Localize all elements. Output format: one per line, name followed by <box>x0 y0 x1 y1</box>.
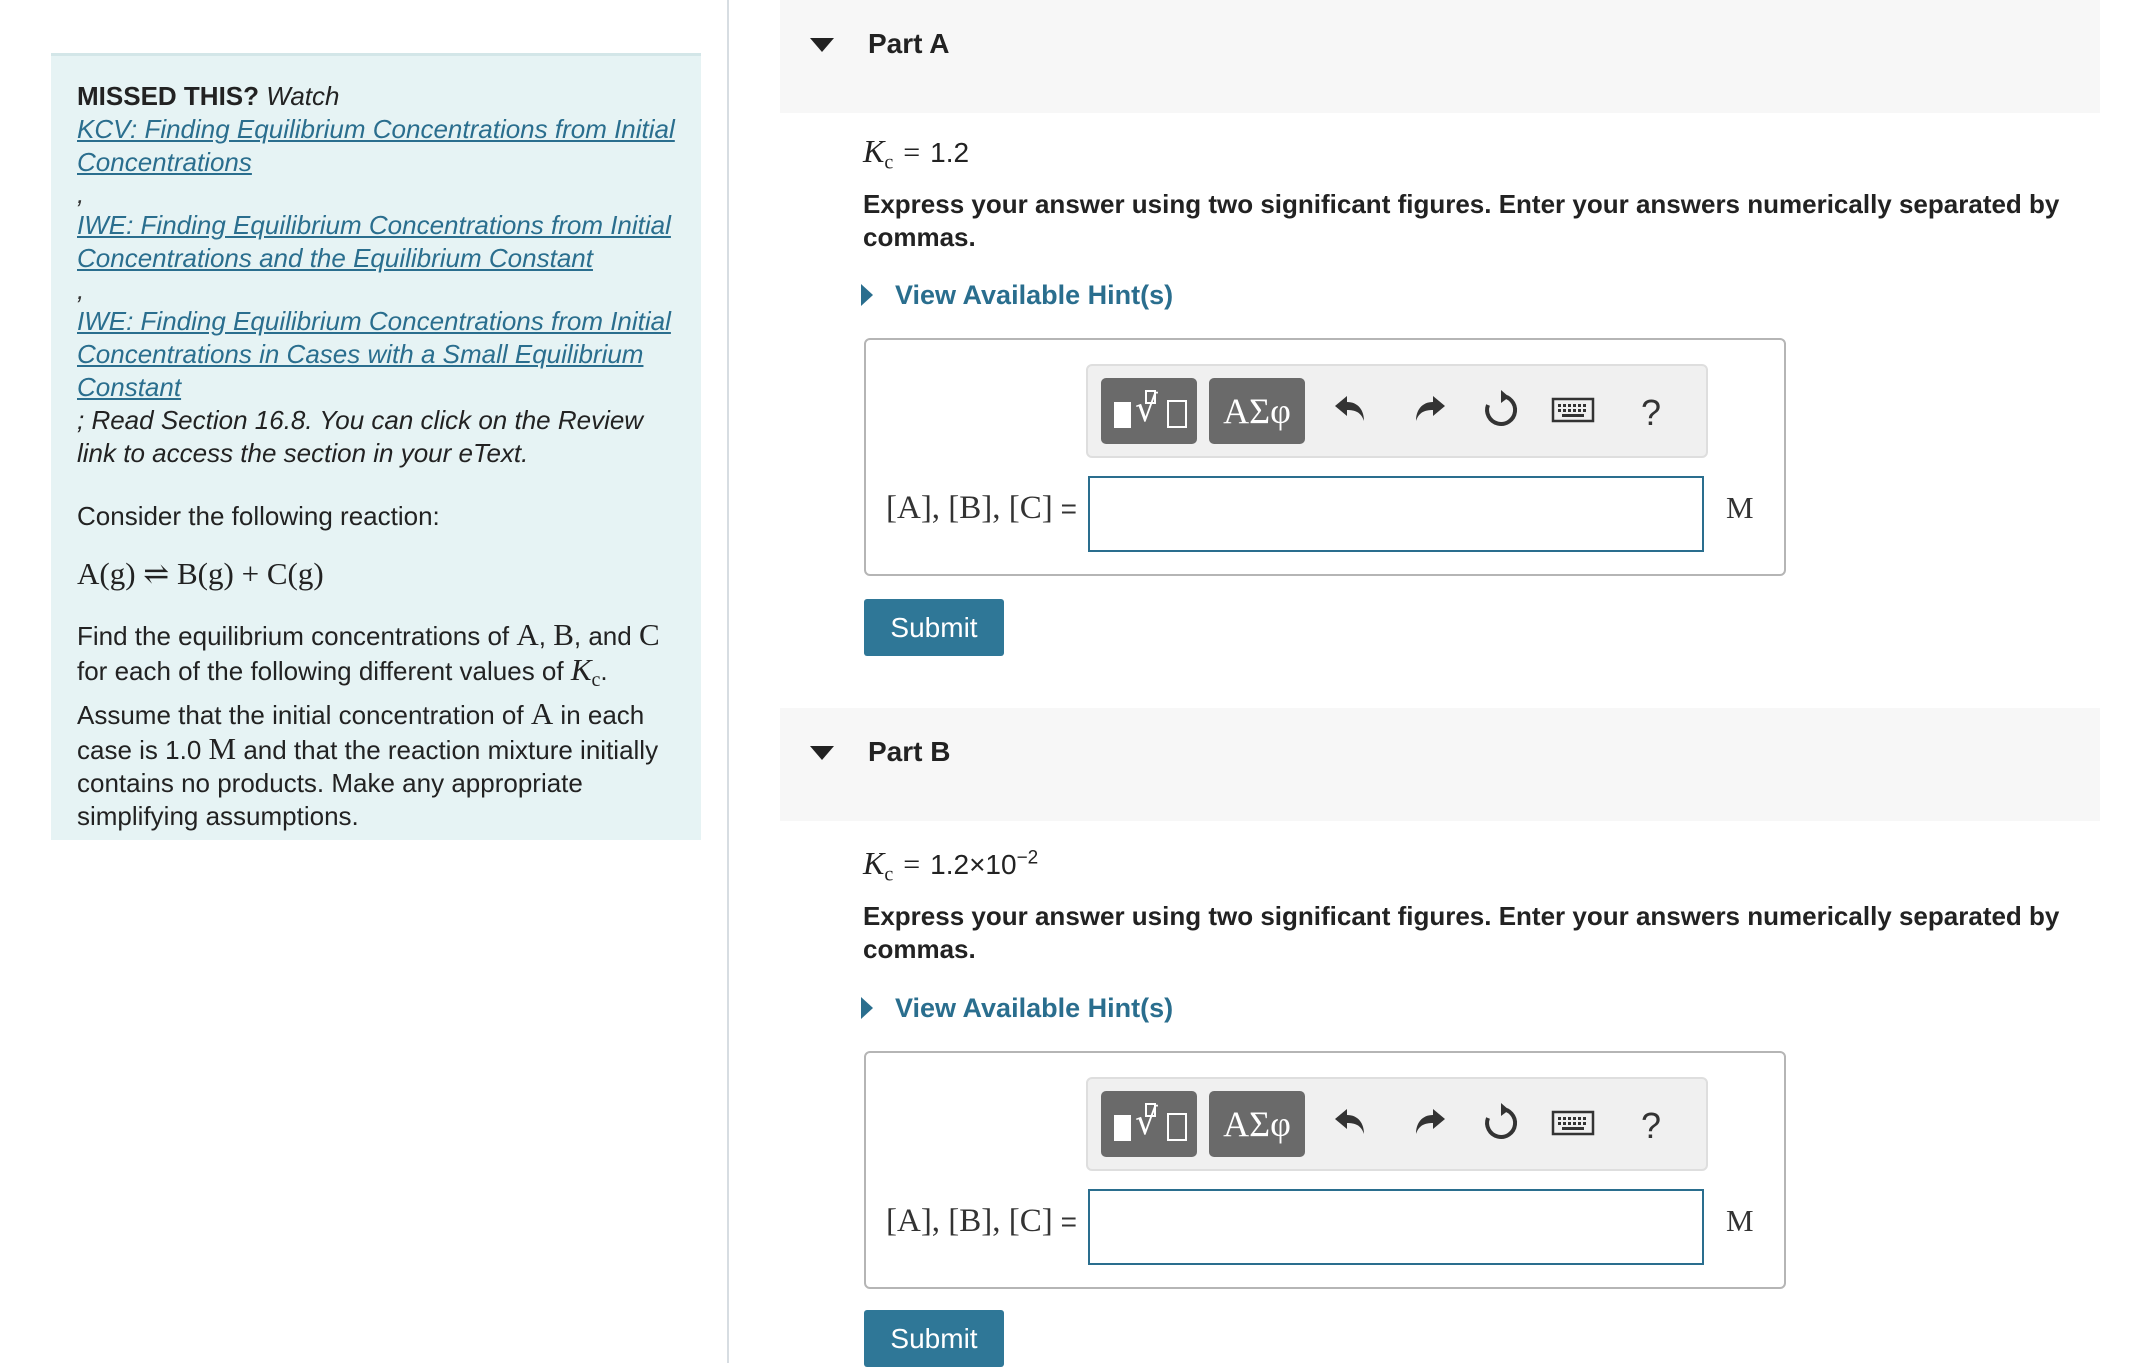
link-separator: , <box>77 179 85 209</box>
part-a-answer-input[interactable] <box>1088 476 1704 552</box>
link-separator: , <box>77 275 85 305</box>
keyboard-icon[interactable] <box>1548 388 1598 438</box>
link-kcv-video[interactable]: KCV: Finding Equilibrium Concentrations from Initial Concentrations <box>77 114 675 177</box>
template-small-square-icon <box>1145 1103 1156 1117</box>
part-b-kc: $K_c = 1.2\times 10^{-2}$ <box>863 845 1039 886</box>
help-button[interactable]: ? <box>1640 1105 1662 1146</box>
answer-label: [A], [B], [C] = <box>886 1203 1077 1239</box>
part-a-title: Part A <box>868 28 950 59</box>
symbols-button[interactable]: ΑΣφ <box>1209 1091 1305 1157</box>
missed-this-heading <box>77 80 675 113</box>
part-b-hint-toggle[interactable]: View Available Hint(s) <box>861 993 1173 1024</box>
template-box-icon <box>1167 400 1187 428</box>
unit-label: M <box>1726 1203 1754 1238</box>
part-b-instructions: Express your answer using two significant figures. Enter your answers numerically separated by commas. <box>863 901 2060 964</box>
reset-icon[interactable] <box>1476 1101 1526 1151</box>
missed-this-panel <box>51 53 701 840</box>
keyboard-icon[interactable] <box>1548 1101 1598 1151</box>
watch-label: Watch <box>266 81 340 111</box>
panel-divider <box>727 0 729 1363</box>
read-section-text: ; Read Section 16.8. You can click on the Review link to access the section in your eText. <box>77 405 644 468</box>
unit-label: M <box>1726 490 1754 525</box>
help-button[interactable]: ? <box>1640 392 1662 433</box>
math-toolbar <box>1086 1077 1708 1171</box>
expand-arrow-icon <box>861 997 873 1019</box>
redo-icon[interactable] <box>1404 1101 1454 1151</box>
reset-icon[interactable] <box>1476 388 1526 438</box>
template-box-icon <box>1167 1113 1187 1141</box>
radical-icon: √ <box>1135 1102 1158 1143</box>
missed-title: MISSED THIS? <box>77 81 260 111</box>
problem-statement: Find the equilibrium concentrations of A, B, and C for each of the following different values of $K_c$. Assume that the initial concentration of A in each case is 1.0 M and that the reaction mixture initially contains no products. Make any appropriate simplifying assumptions. <box>77 617 660 832</box>
part-a-answer-box <box>864 338 1786 576</box>
part-a-header[interactable] <box>780 0 2100 113</box>
part-a-instructions: Express your answer using two significant figures. Enter your answers numerically separated by commas. <box>863 189 2060 252</box>
part-a-submit-button[interactable]: Submit <box>864 599 1004 656</box>
template-small-square-icon <box>1145 390 1156 404</box>
part-b-header[interactable] <box>780 708 2100 821</box>
part-b-answer-box <box>864 1051 1786 1289</box>
undo-icon[interactable] <box>1326 1101 1376 1151</box>
part-b-title: Part B <box>868 736 951 767</box>
expand-arrow-icon <box>861 284 873 306</box>
reaction-equation: A(g) ⇌ B(g) + C(g) <box>77 556 324 591</box>
part-b-submit-button[interactable]: Submit <box>864 1310 1004 1367</box>
math-toolbar <box>1086 364 1708 458</box>
part-a-kc: $K_c = 1.2$ <box>863 133 970 174</box>
undo-icon[interactable] <box>1326 388 1376 438</box>
collapse-triangle-icon[interactable] <box>810 38 834 52</box>
consider-text: Consider the following reaction: <box>77 501 440 531</box>
redo-icon[interactable] <box>1404 388 1454 438</box>
radical-icon: √ <box>1135 389 1158 430</box>
part-a-hint-toggle[interactable]: View Available Hint(s) <box>861 280 1173 311</box>
templates-button[interactable] <box>1101 1091 1197 1157</box>
answer-label: [A], [B], [C] = <box>886 490 1077 526</box>
symbols-button[interactable]: ΑΣφ <box>1209 378 1305 444</box>
part-b-answer-input[interactable] <box>1088 1189 1704 1265</box>
collapse-triangle-icon[interactable] <box>810 746 834 760</box>
link-iwe-small-constant[interactable]: IWE: Finding Equilibrium Concentrations from Initial Concentrations in Cases with a Small Equilibrium Constant <box>77 306 671 402</box>
templates-button[interactable] <box>1101 378 1197 444</box>
template-square-icon <box>1114 1115 1131 1141</box>
link-iwe-equilibrium-constant[interactable]: IWE: Finding Equilibrium Concentrations from Initial Concentrations and the Equilibrium Constant <box>77 210 671 273</box>
template-square-icon <box>1114 402 1131 428</box>
